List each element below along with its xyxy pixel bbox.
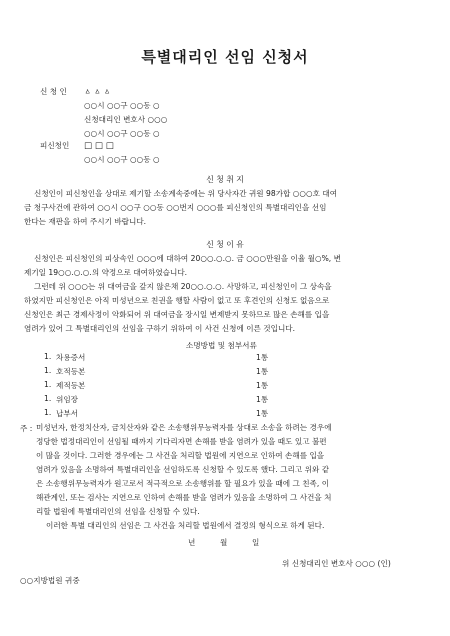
reasons-line: 제기일 19○○.○.○.의 약정으로 대여하였습니다. [24, 268, 188, 277]
document-title: 특별대리인 선임 신청서 [141, 48, 309, 66]
note-marker: 주 : [20, 424, 33, 433]
applicant-address: ○○시 ○○구 ○○동 ○ [84, 101, 160, 110]
date-year: 년 [188, 538, 196, 547]
court-addressee: ○○지방법원 귀중 [20, 576, 80, 585]
attachment-name: 호적등본 [56, 367, 86, 376]
respondent-name: □ □ □ [84, 141, 114, 151]
attachment-name: 제적등본 [56, 381, 86, 390]
note-line: 해관계인, 또는 검사는 지연으로 인하여 손해를 받을 염려가 있음을 소명하여 그 사건을 처 [36, 493, 332, 502]
reasons-heading: 신 청 이 유 [206, 240, 244, 249]
applicant-agent-address: ○○시 ○○구 ○○동 ○ [84, 129, 160, 138]
attachment-name: 납부서 [56, 409, 79, 418]
attachment-number: 1. [44, 366, 52, 375]
attachment-name: 차용증서 [56, 353, 86, 362]
note-line: 미성년자, 한정치산자, 금치산자와 같은 소송행위무능력자를 상대로 소송을 하려는 경우에 [36, 423, 332, 432]
attachment-count: 1통 [256, 367, 269, 376]
date-day: 일 [252, 538, 260, 547]
attachment-count: 1통 [256, 381, 269, 390]
applicant-name: ㅿ ㅿ ㅿ [84, 87, 111, 96]
attachment-number: 1. [44, 408, 52, 417]
attachment-number: 1. [44, 352, 52, 361]
applicant-label: 신 청 인 [40, 87, 67, 96]
respondent-address: ○○시 ○○구 ○○동 ○ [84, 155, 160, 164]
attachment-number: 1. [44, 380, 52, 389]
reasons-line: 신청인은 피신청인의 피상속인 ○○○에 대하여 20○○.○.○. 금 ○○○만원을 이율 월○%, 변 [34, 254, 341, 263]
purpose-heading: 신 청 취 지 [206, 175, 244, 184]
reasons-paragraph [24, 252, 428, 336]
applicant-agent: 신청대리인 변호사 ○○○ [84, 115, 168, 124]
date-month: 월 [220, 538, 228, 547]
note-line: 정당한 법정대리인이 선임될 때까지 기다리자면 손해를 받을 염려가 있을 때도 있고 불편 [36, 437, 327, 446]
purpose-line: 한다는 재판을 하여 주시기 바랍니다. [24, 217, 147, 226]
attachment-count: 1통 [256, 353, 269, 362]
purpose-line: 금 청구사건에 관하여 ○○시 ○○구 ○○동 ○○번지 ○○○를 피신청인의 특별대리인을 선임 [24, 203, 327, 212]
attachment-name: 위임장 [56, 395, 79, 404]
note-line: 염려가 있음을 소명하여 특별대리인을 선임하도록 신청할 수 있도록 했다. 그리고 위와 같 [36, 465, 330, 474]
note-closing: 이러한 특별 대리인의 선임은 그 사건을 처리할 법원에서 결정의 형식으로 하게 된다. [46, 521, 325, 530]
note-paragraph [36, 421, 430, 533]
attachment-count: 1통 [256, 395, 269, 404]
reasons-line: 그런데 위 ○○○는 위 대여금을 갚지 않은채 20○○.○.○. 사망하고, 피신청인이 그 상속을 [34, 282, 332, 291]
reasons-line: 염려가 있어 그 특별대리인의 선임을 구하기 위하여 이 사건 신청에 이른 것입니다. [24, 324, 296, 333]
purpose-paragraph [24, 187, 428, 229]
purpose-line: 신청인이 피신청인을 상대로 제기할 소송계속중에는 위 당사자간 귀원 98가합 ○○○호 대여 [34, 189, 338, 198]
note-line: 은 소송행위무능력자가 원고로서 적극적으로 소송행위를 할 필요가 있을 때에 그 친족, 이 [36, 479, 330, 488]
reasons-line: 하였지만 피신청인은 아직 미성년으로 친권을 행할 사람이 없고 또 후견인의 신청도 없음으로 [24, 296, 330, 305]
respondent-label: 피신청인 [40, 141, 70, 150]
note-line: 리할 법원에 특별대리인의 선임을 신청할 수 있다. [36, 507, 200, 516]
attachment-count: 1통 [256, 409, 269, 418]
reasons-line: 신청인은 최근 경제사정이 악화되어 위 대여금을 장시일 변제받지 못하므로 많은 손해를 입을 [24, 310, 330, 319]
attachment-number: 1. [44, 394, 52, 403]
attachments-heading: 소명방법 및 첨부서류 [186, 341, 257, 350]
signature-line: 위 신청대리인 변호사 ○○○ (인) [282, 559, 391, 568]
note-line: 이 많을 것이다. 그러한 경우에는 그 사건을 처리할 법원에 지연으로 인하여 손해를 입을 [36, 451, 325, 460]
